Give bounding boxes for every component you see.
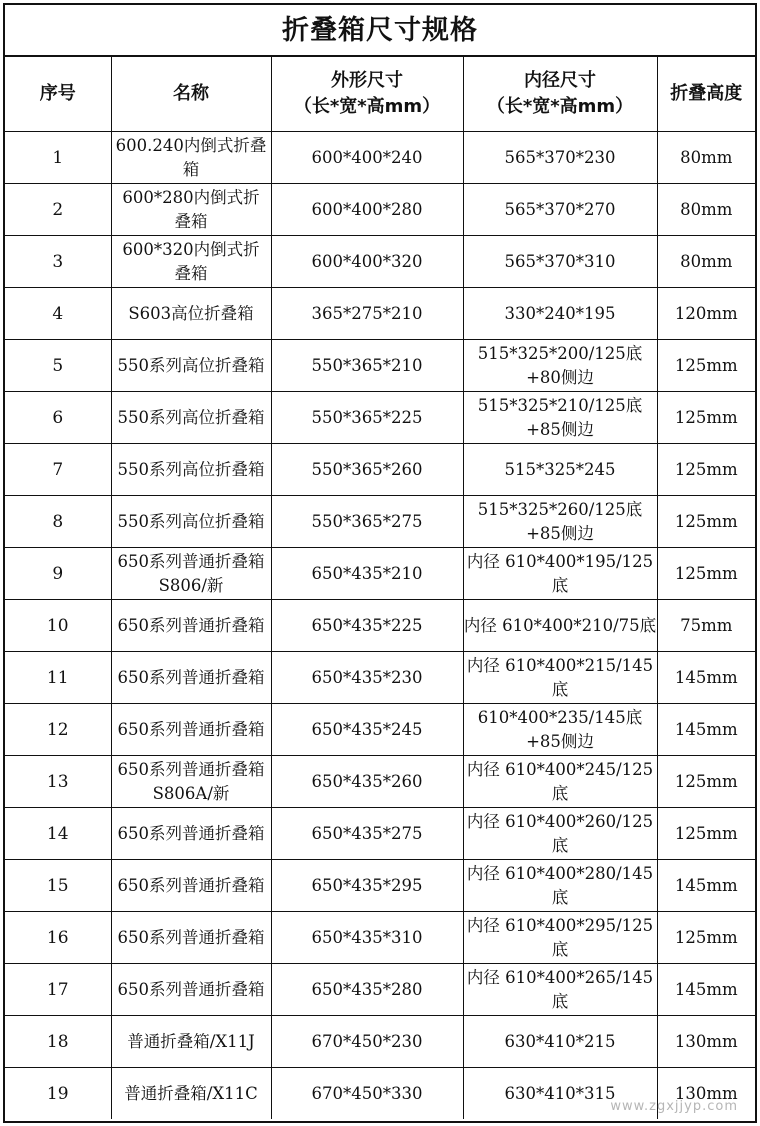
- product-name: 650系列普通折叠箱: [111, 860, 271, 912]
- inner-dimensions: 630*410*315: [463, 1068, 657, 1120]
- product-name: 600*280内倒式折叠箱: [111, 184, 271, 236]
- row-number: 17: [5, 964, 111, 1016]
- header-outer: [271, 57, 463, 132]
- folded-height: 125mm: [657, 444, 755, 496]
- table-row: [5, 340, 755, 392]
- product-name: 普通折叠箱/X11J: [111, 1016, 271, 1068]
- row-number: 12: [5, 704, 111, 756]
- product-name: 600*320内倒式折叠箱: [111, 236, 271, 288]
- inner-dimensions: 515*325*210/125底+85侧边: [463, 392, 657, 444]
- table-row: [5, 132, 755, 184]
- inner-dimensions: 内径 610*400*280/145底: [463, 860, 657, 912]
- outer-dimensions: 550*365*260: [271, 444, 463, 496]
- outer-dimensions: 650*435*225: [271, 600, 463, 652]
- table-row: [5, 184, 755, 236]
- header-name: 名称: [111, 57, 271, 132]
- product-name: 650系列普通折叠箱: [111, 808, 271, 860]
- header-no: 序号: [5, 57, 111, 132]
- table-row: [5, 496, 755, 548]
- folded-height: 80mm: [657, 236, 755, 288]
- folded-height: 125mm: [657, 496, 755, 548]
- outer-dimensions: 650*435*260: [271, 756, 463, 808]
- table-row: [5, 652, 755, 704]
- product-name: S603高位折叠箱: [111, 288, 271, 340]
- outer-dimensions: 550*365*210: [271, 340, 463, 392]
- inner-dimensions: 330*240*195: [463, 288, 657, 340]
- row-number: 5: [5, 340, 111, 392]
- outer-dimensions: 600*400*320: [271, 236, 463, 288]
- table-row: [5, 860, 755, 912]
- spec-sheet: [3, 3, 757, 1123]
- outer-dimensions: 650*435*230: [271, 652, 463, 704]
- inner-dimensions: 内径 610*400*295/125底: [463, 912, 657, 964]
- folded-height: 120mm: [657, 288, 755, 340]
- inner-dimensions: 565*370*230: [463, 132, 657, 184]
- row-number: 16: [5, 912, 111, 964]
- table-row: [5, 912, 755, 964]
- row-number: 15: [5, 860, 111, 912]
- folded-height: 145mm: [657, 860, 755, 912]
- folded-height: 125mm: [657, 756, 755, 808]
- outer-dimensions: 650*435*295: [271, 860, 463, 912]
- outer-dimensions: 670*450*330: [271, 1068, 463, 1120]
- row-number: 8: [5, 496, 111, 548]
- row-number: 10: [5, 600, 111, 652]
- folded-height: 125mm: [657, 808, 755, 860]
- folded-height: 80mm: [657, 132, 755, 184]
- table-row: [5, 444, 755, 496]
- product-name: 650系列普通折叠箱: [111, 964, 271, 1016]
- folded-height: 145mm: [657, 652, 755, 704]
- folded-height: 145mm: [657, 704, 755, 756]
- product-name: 650系列普通折叠箱: [111, 912, 271, 964]
- product-name: 550系列高位折叠箱: [111, 340, 271, 392]
- product-name: 普通折叠箱/X11C: [111, 1068, 271, 1120]
- outer-dimensions: 550*365*225: [271, 392, 463, 444]
- inner-dimensions: 内径 610*400*265/145底: [463, 964, 657, 1016]
- table-row: [5, 1016, 755, 1068]
- row-number: 18: [5, 1016, 111, 1068]
- table-row: [5, 756, 755, 808]
- header-inner: [463, 57, 657, 132]
- outer-dimensions: 650*435*245: [271, 704, 463, 756]
- folded-height: 125mm: [657, 340, 755, 392]
- inner-dimensions: 630*410*215: [463, 1016, 657, 1068]
- header-inner-unit: （长*宽*高mm）: [486, 96, 634, 117]
- inner-dimensions: 610*400*235/145底+85侧边: [463, 704, 657, 756]
- inner-dimensions: 515*325*260/125底+85侧边: [463, 496, 657, 548]
- inner-dimensions: 内径 610*400*215/145底: [463, 652, 657, 704]
- product-name: 550系列高位折叠箱: [111, 496, 271, 548]
- inner-dimensions: 内径 610*400*210/75底: [463, 600, 657, 652]
- row-number: 19: [5, 1068, 111, 1120]
- header-row: [5, 57, 755, 132]
- table-row: [5, 704, 755, 756]
- inner-dimensions: 515*325*245: [463, 444, 657, 496]
- folded-height: 125mm: [657, 392, 755, 444]
- outer-dimensions: 650*435*280: [271, 964, 463, 1016]
- watermark: www.zgxjjyp.com: [610, 1099, 738, 1114]
- folded-height: 75mm: [657, 600, 755, 652]
- product-name: 550系列高位折叠箱: [111, 392, 271, 444]
- outer-dimensions: 650*435*210: [271, 548, 463, 600]
- outer-dimensions: 600*400*240: [271, 132, 463, 184]
- inner-dimensions: 内径 610*400*245/125底: [463, 756, 657, 808]
- table-row: [5, 964, 755, 1016]
- outer-dimensions: 670*450*230: [271, 1016, 463, 1068]
- row-number: 7: [5, 444, 111, 496]
- outer-dimensions: 550*365*275: [271, 496, 463, 548]
- folded-height: 130mm: [657, 1068, 755, 1120]
- product-name: 650系列普通折叠箱S806A/新: [111, 756, 271, 808]
- spec-table: [5, 57, 755, 1119]
- header-fold: 折叠高度: [657, 57, 755, 132]
- table-title: 折叠箱尺寸规格: [5, 5, 755, 57]
- table-row: [5, 392, 755, 444]
- table-row: [5, 808, 755, 860]
- folded-height: 125mm: [657, 548, 755, 600]
- folded-height: 125mm: [657, 912, 755, 964]
- row-number: 11: [5, 652, 111, 704]
- inner-dimensions: 565*370*270: [463, 184, 657, 236]
- row-number: 4: [5, 288, 111, 340]
- row-number: 9: [5, 548, 111, 600]
- inner-dimensions: 内径 610*400*195/125底: [463, 548, 657, 600]
- product-name: 650系列普通折叠箱: [111, 704, 271, 756]
- outer-dimensions: 600*400*280: [271, 184, 463, 236]
- folded-height: 80mm: [657, 184, 755, 236]
- product-name: 650系列普通折叠箱: [111, 600, 271, 652]
- product-name: 650系列普通折叠箱: [111, 652, 271, 704]
- product-name: 550系列高位折叠箱: [111, 444, 271, 496]
- row-number: 13: [5, 756, 111, 808]
- inner-dimensions: 515*325*200/125底+80侧边: [463, 340, 657, 392]
- folded-height: 145mm: [657, 964, 755, 1016]
- header-outer-unit: （长*宽*高mm）: [293, 96, 441, 117]
- header-outer-label: 外形尺寸: [331, 70, 403, 91]
- header-inner-label: 内径尺寸: [524, 70, 596, 91]
- inner-dimensions: 内径 610*400*260/125底: [463, 808, 657, 860]
- outer-dimensions: 650*435*310: [271, 912, 463, 964]
- row-number: 3: [5, 236, 111, 288]
- row-number: 6: [5, 392, 111, 444]
- table-row: [5, 548, 755, 600]
- row-number: 2: [5, 184, 111, 236]
- outer-dimensions: 650*435*275: [271, 808, 463, 860]
- inner-dimensions: 565*370*310: [463, 236, 657, 288]
- product-name: 600.240内倒式折叠箱: [111, 132, 271, 184]
- table-row: [5, 288, 755, 340]
- folded-height: 130mm: [657, 1016, 755, 1068]
- row-number: 1: [5, 132, 111, 184]
- product-name: 650系列普通折叠箱S806/新: [111, 548, 271, 600]
- outer-dimensions: 365*275*210: [271, 288, 463, 340]
- table-row: [5, 236, 755, 288]
- row-number: 14: [5, 808, 111, 860]
- table-row: [5, 600, 755, 652]
